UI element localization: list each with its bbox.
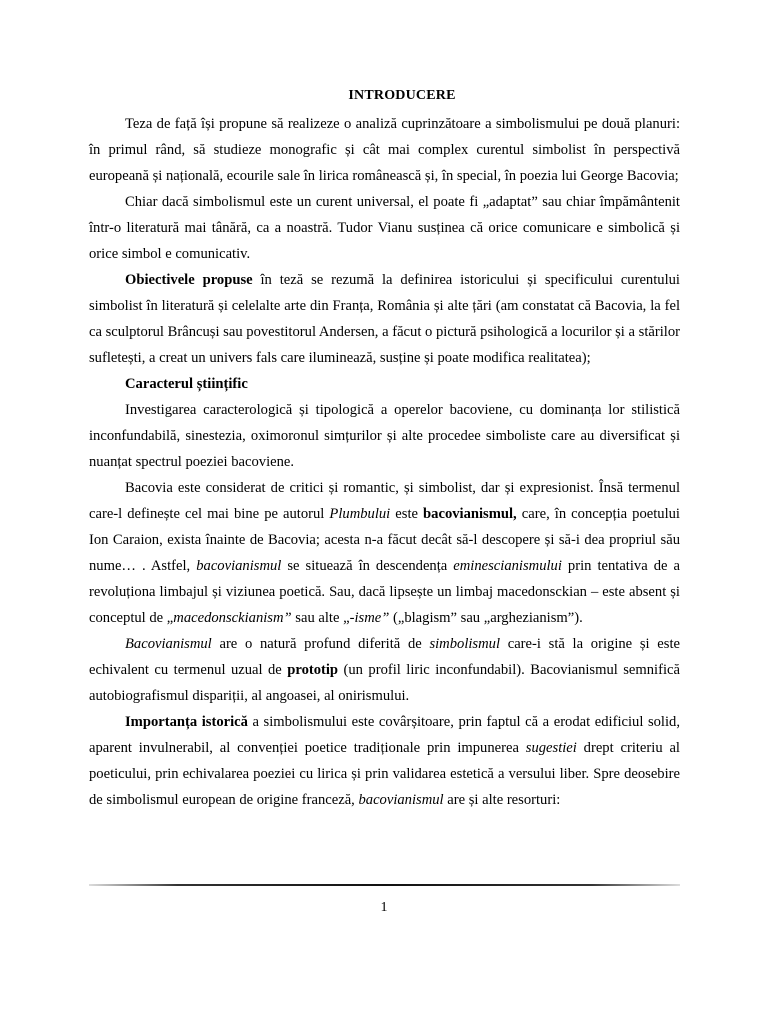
paragraph-investigation: Investigarea caracterologică și tipologică a operelor bacoviene, cu dominanța lor stilistică inconfundabilă, sinestezia, oximoronul simțurilor și alte procedee simboliste care au diversificat și nuanțat spectrul poeziei bacoviene.	[89, 402, 680, 470]
paragraph-historical-importance: Importanța istorică a simbolismului este covârșitoare, prin faptul că a erodat edificiul solid, aparent invulnerabil, al convenției poetice tradiționale prin impunerea sugestiei drept criteriu al poeticului, prin echivalarea poeziei cu lirica și prin validarea estetică a versului liber. Spre deosebire de simbolismul european de origine franceză, bacovianismul are și alte resorturi:	[89, 714, 680, 808]
paragraph-objectives: Obiectivele propuse în teză se rezumă la definirea istoricului și specificului curentului simbolist în literatură și celelalte arte din Franța, România și alte țări (am constatat că Bacovia, la fel ca sculptorul Brâncuși sau povestitorul Andersen, a făcut o pictură psihologică a locurilor și a stărilor sufletești, a creat un univers fals care iluminează, susține și poate modifica realitatea);	[89, 272, 680, 366]
page-number: 1	[380, 900, 388, 915]
document-body	[89, 111, 680, 813]
paragraph-universal: Chiar dacă simbolismul este un curent universal, el poate fi „adaptat” sau chiar împământenit într-o literatură mai tânără, ca a noastră. Tudor Vianu susținea că orice comunicare e simbolică și orice simbol e comunicativ.	[89, 194, 680, 262]
paragraph-prototype: Bacovianismul are o natură profund diferită de simbolismul care-i stă la origine și este echivalent cu termenul uzual de prototip (un profil liric inconfundabil). Bacovianismul semnifică autobiografismul dispariții, al angoasei, al onirismului.	[89, 636, 680, 704]
paragraph-bacovianism: Bacovia este considerat de critici și romantic, și simbolist, dar și expresionist. Însă termenul care-l definește cel mai bine pe autorul Plumbului este bacovianismul, care, în concepția poetului Ion Caraion, exista înainte de Bacovia; acesta n-a făcut decât să-l descopere și să-i dea propriul său nume… . Astfel, bacovianismul se situează în descendența eminescianismului prin tentativa de a revoluționa limbajul și viziunea poetică. Sau, dacă lipsește un limbaj macedonsckian – este absent și conceptul de „macedonsckianism” sau alte „-isme” („blagism” sau „arghezianism”).	[89, 480, 680, 626]
paragraph-intro: Teza de față își propune să realizeze o analiză cuprinzătoare a simbolismului pe două planuri: în primul rând, să studieze monografic și cât mai complex curentul simbolist în perspectivă europeană și națională, ecourile sale în lirica românească și, în special, în poezia lui George Bacovia;	[89, 116, 680, 184]
page-title: INTRODUCERE	[348, 88, 456, 103]
bold-objectives: Obiectivele propuse	[125, 272, 253, 288]
heading-scientific-character: Caracterul științific	[125, 376, 248, 392]
footer-divider	[89, 884, 680, 886]
